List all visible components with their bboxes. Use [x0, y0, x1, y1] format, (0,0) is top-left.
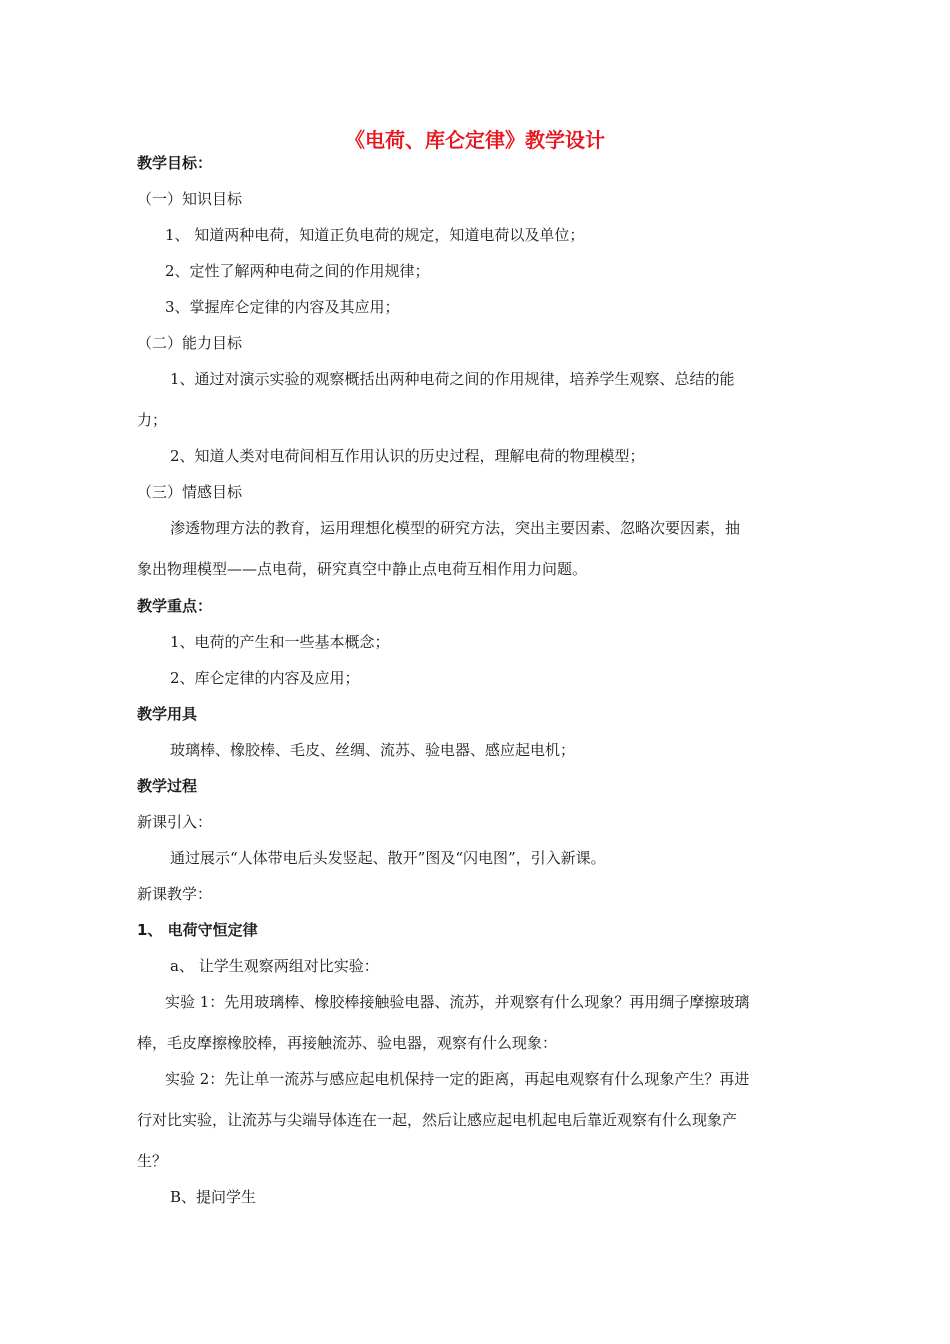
- ability-goal-2: 2、知道人类对电荷间相互作用认识的历史过程，理解电荷的物理模型；: [170, 447, 645, 465]
- emotional-goal-line-1: 渗透物理方法的教育，运用理想化模型的研究方法，突出主要因素、忽略次要因素，抽: [170, 519, 741, 537]
- ability-goal-1-line-1: 1、通过对演示实验的观察概括出两种电荷之间的作用规律，培养学生观察、总结的能: [170, 370, 735, 388]
- teaching-tools-list: 玻璃棒、橡胶棒、毛皮、丝绸、流苏、验电器、感应起电机；: [170, 741, 576, 759]
- key-point-1: 1、电荷的产生和一些基本概念；: [170, 633, 390, 651]
- experiment-1-line-1: 实验 1：先用玻璃棒、橡胶棒接触验电器、流苏，并观察有什么现象？再用绸子摩擦玻璃: [165, 993, 750, 1011]
- heading-key-points: 教学重点：: [137, 597, 213, 615]
- emotional-goal-line-2: 象出物理模型——点电荷，研究真空中静止点电荷互相作用力问题。: [137, 560, 588, 578]
- ability-goal-1-line-2: 力；: [137, 411, 168, 429]
- new-lesson-intro-label: 新课引入：: [137, 813, 213, 831]
- heading-teaching-goals: 教学目标：: [137, 154, 213, 172]
- knowledge-goal-3: 3、掌握库仑定律的内容及其应用；: [165, 298, 400, 316]
- knowledge-goal-2: 2、定性了解两种电荷之间的作用规律；: [165, 262, 430, 280]
- heading-teaching-process: 教学过程: [137, 777, 198, 795]
- section-charge-conservation: 1、 电荷守恒定律: [137, 921, 258, 939]
- item-a-observe-experiments: a、 让学生观察两组对比实验：: [170, 957, 379, 975]
- heading-teaching-tools: 教学用具: [137, 705, 198, 723]
- document-title: 《电荷、库仑定律》教学设计: [345, 128, 605, 152]
- experiment-2-line-2: 行对比实验，让流苏与尖端导体连在一起，然后让感应起电机起电后靠近观察有什么现象产: [137, 1111, 738, 1129]
- knowledge-goal-1: 1、 知道两种电荷，知道正负电荷的规定，知道电荷以及单位；: [165, 226, 585, 244]
- new-lesson-intro-text: 通过展示“人体带电后头发竖起、散开”图及“闪电图”，引入新课。: [170, 849, 606, 867]
- experiment-2-line-1: 实验 2：先让单一流苏与感应起电机保持一定的距离，再起电观察有什么现象产生？再进: [165, 1070, 750, 1088]
- item-b-ask-students: B、提问学生: [170, 1188, 257, 1206]
- subheading-emotional-goals: （三）情感目标: [137, 483, 243, 501]
- new-lesson-teaching-label: 新课教学：: [137, 885, 213, 903]
- experiment-2-line-3: 生？: [137, 1152, 168, 1170]
- key-point-2: 2、库仑定律的内容及应用；: [170, 669, 360, 687]
- experiment-1-line-2: 棒，毛皮摩擦橡胶棒，再接触流苏、验电器，观察有什么现象：: [137, 1034, 558, 1052]
- subheading-ability-goals: （二）能力目标: [137, 334, 243, 352]
- subheading-knowledge-goals: （一）知识目标: [137, 190, 243, 208]
